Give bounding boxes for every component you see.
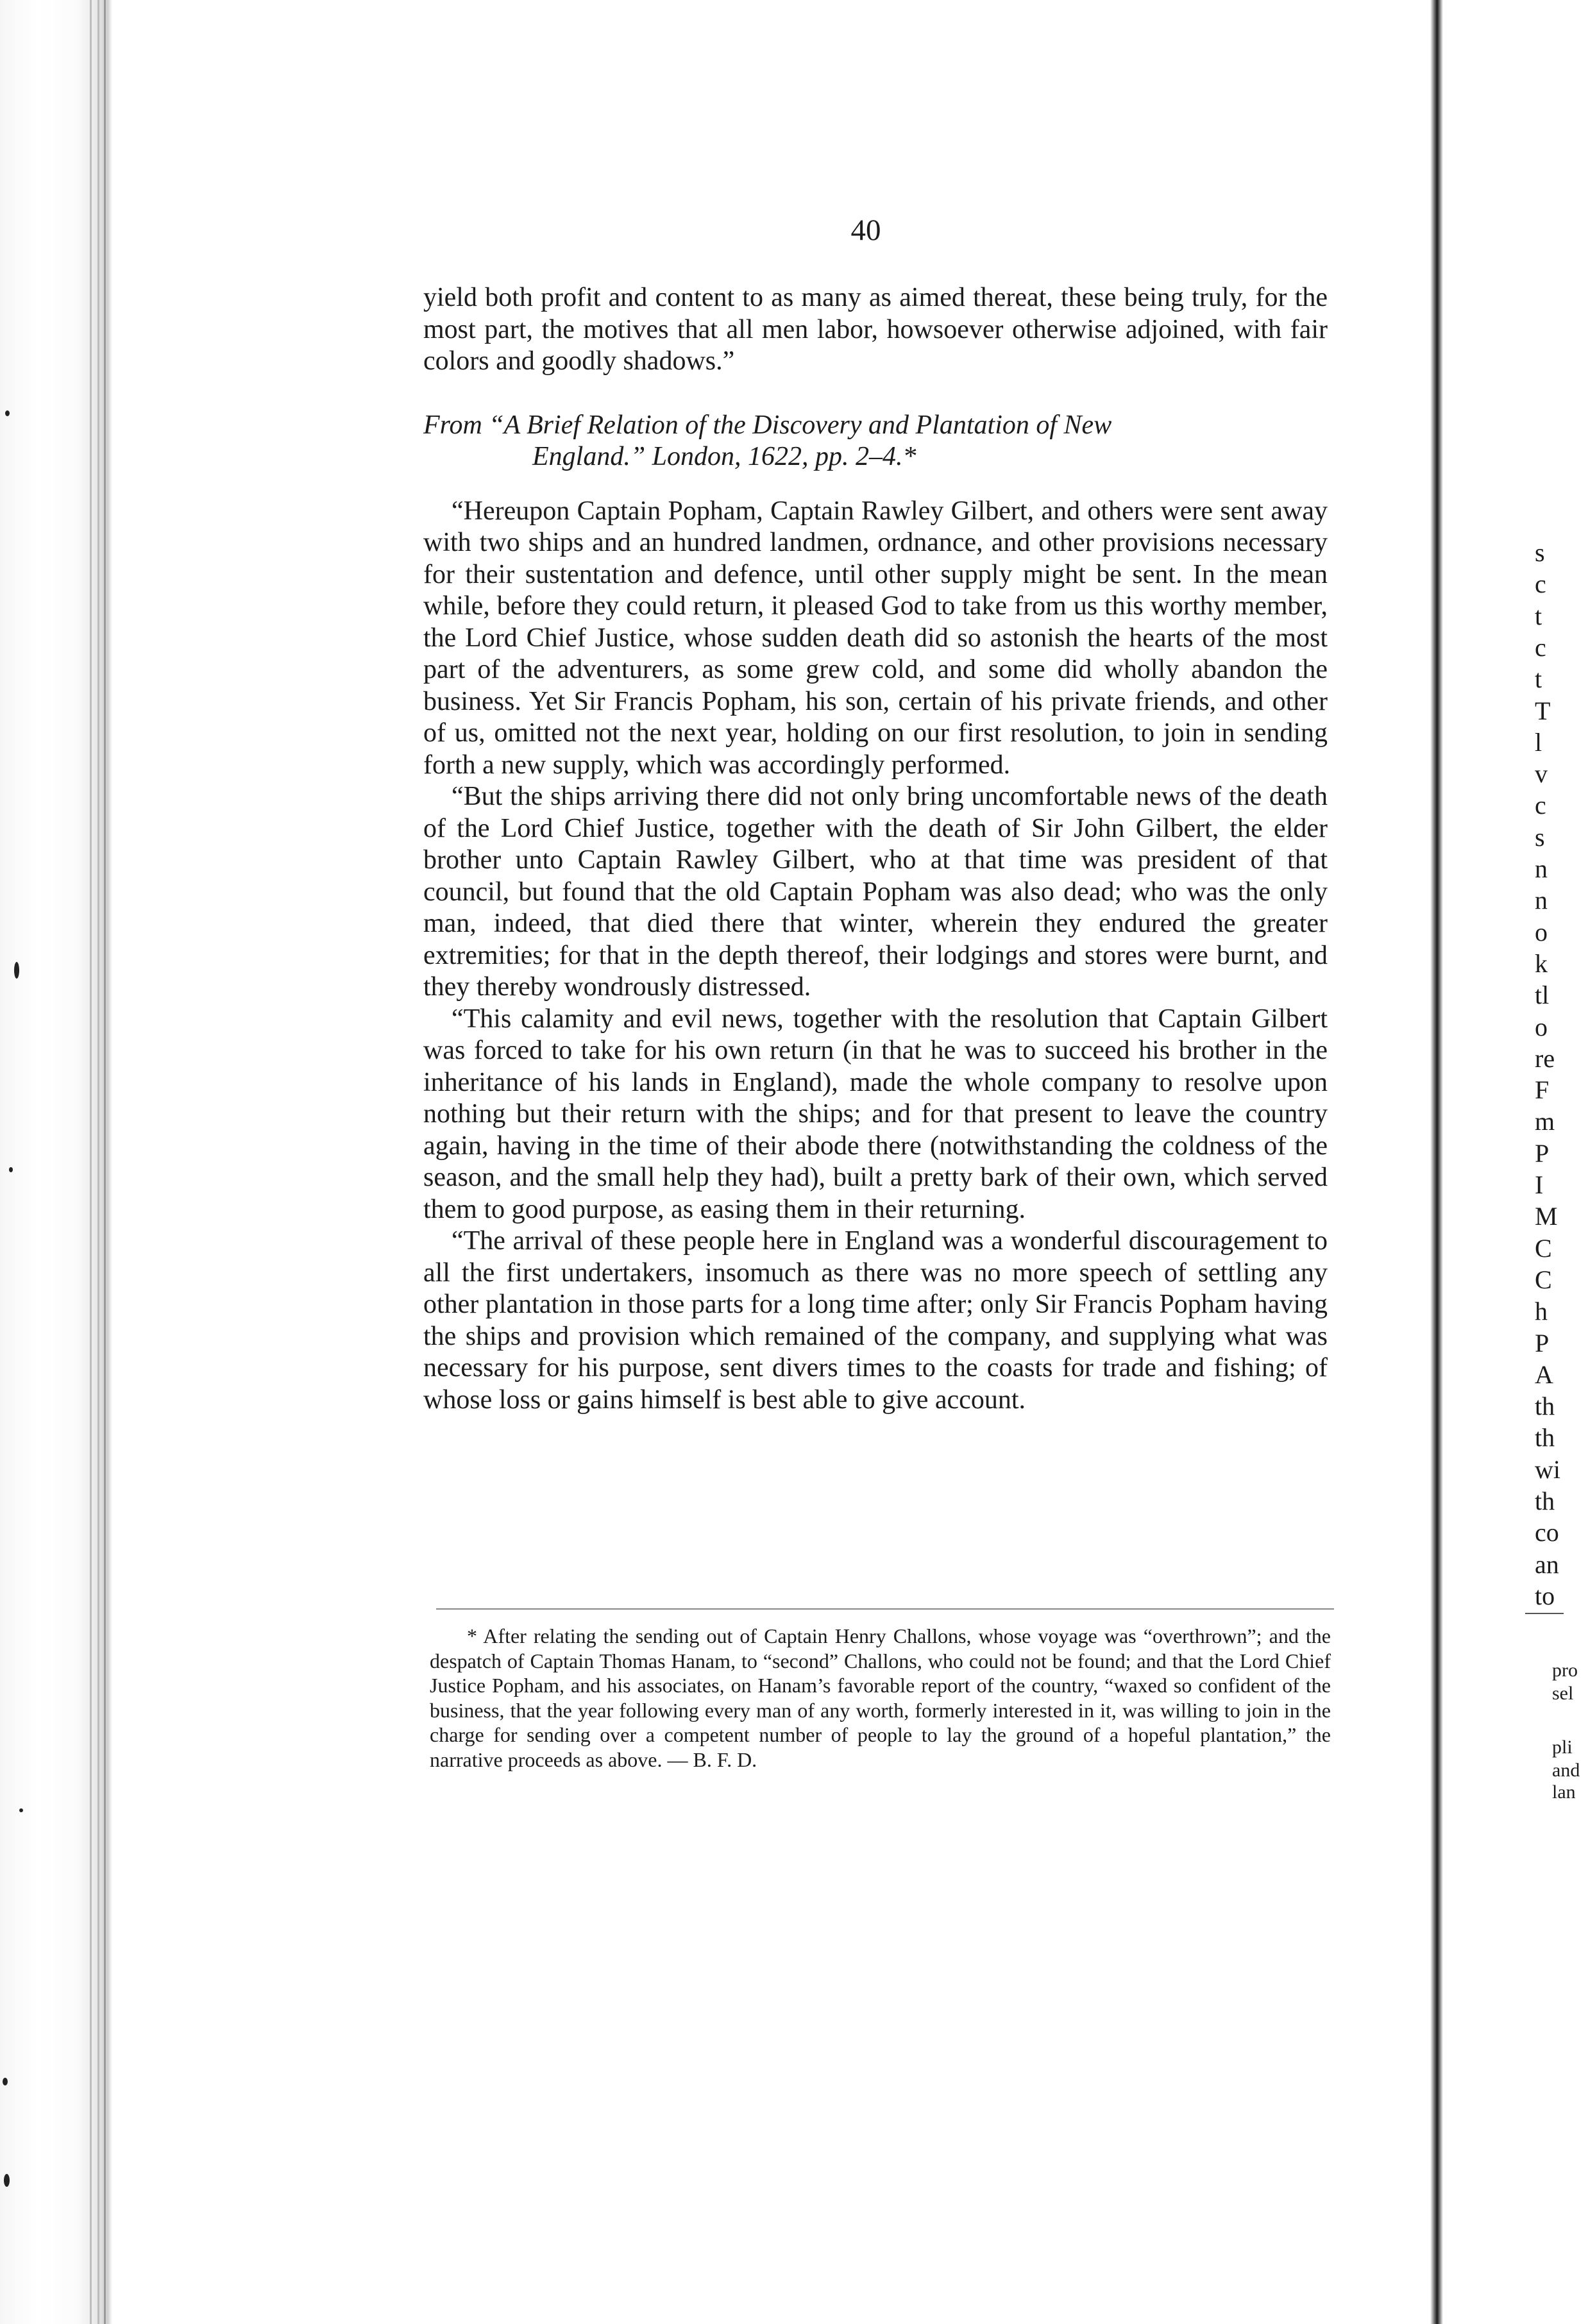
footnote: * After relating the sending out of Captain Henry Challons, whose voyage was “overthrown”; and the despatch of Captain Thomas Hanam, to “second” Challons, who could not be found; and that the Lord Chief Justice Popham, and his associates, on Hanam’s favorable report of the country, “waxed so confident of the business, that the year following every man of any worth, formerly interested in it, was willing to join in the charge for sending over a competent number of people to lay the ground of a hopeful plantation,” the narrative proceeds as above. — B. F. D. — [430, 1624, 1331, 1771]
book-gutter — [1430, 0, 1443, 2324]
facing-page-fragment: tl — [1535, 981, 1550, 1010]
facing-page-fragment: o — [1535, 1012, 1548, 1041]
facing-page-fragment: M — [1535, 1202, 1558, 1231]
facing-page-fragment: T — [1535, 696, 1551, 725]
facing-page-fragment: m — [1535, 1107, 1555, 1136]
paragraph: “Hereupon Captain Popham, Captain Rawley Gilbert, and others were sent away with two ships and an hundred landmen, ordnance, and other provisions necessary for their sustentation and defence, until other supply might be sent. In the mean while, before they could return, it pleased God to take from us this worthy member, the Lord Chief Justice, whose sudden death did so astonish the hearts of the most part of the adventurers, as some grew cold, and some did wholly abandon the business. Yet Sir Francis Popham, his son, certain of his private friends, and other of us, omitted not the next year, holding on our first resolution, to join in sending forth a new supply, which was accordingly performed. — [423, 496, 1328, 780]
facing-page-fragment: to — [1535, 1581, 1555, 1610]
page-edge-line — [97, 0, 99, 2324]
facing-page-fragment: wi — [1535, 1454, 1560, 1484]
facing-page-fragment: h — [1535, 1297, 1548, 1326]
scan-speck — [9, 1167, 13, 1172]
scan-speck — [3, 2078, 8, 2085]
facing-page-fragment: A — [1535, 1360, 1553, 1389]
footnote-divider — [436, 1608, 1334, 1610]
facing-page-fragment: t — [1535, 664, 1542, 694]
facing-page-fragment: c — [1535, 569, 1546, 599]
facing-page-footnote-fragment: lan — [1552, 1781, 1576, 1803]
facing-page-fragment: s — [1535, 822, 1545, 852]
facing-page-fragment: n — [1535, 854, 1548, 883]
facing-page-fragment: P — [1535, 1328, 1550, 1358]
scan-speck — [4, 2174, 10, 2187]
facing-page-fragment: C — [1535, 1233, 1552, 1263]
facing-page-footnote-fragment: pro — [1552, 1660, 1578, 1681]
facing-page-fragment: v — [1535, 759, 1548, 789]
facing-page-footnote-fragment: pli — [1552, 1737, 1573, 1758]
facing-page-fragment: l — [1535, 727, 1542, 757]
continued-quotation: yield both profit and content to as many as aimed thereat, these being truly, for the most part, the motives that all men labor, howsoever otherwise adjoined, with fair colors and goodly shadows.” — [423, 283, 1328, 376]
facing-page-fragment: t — [1535, 601, 1542, 630]
source-heading-line-2: England.” London, 1622, pp. 2–4.* — [532, 441, 916, 471]
page-body — [423, 282, 1328, 1416]
left-book-edge — [0, 0, 112, 2324]
facing-page-fragment: n — [1535, 886, 1548, 915]
scan-speck — [5, 410, 10, 416]
facing-page-fragment: I — [1535, 1170, 1544, 1199]
facing-page-edge — [1444, 0, 1588, 2324]
paragraph: “The arrival of these people here in England was a wonderful discouragement to all the first undertakers, insomuch as there was no more speech of settling any other plantation in those parts for a long time after; only Sir Francis Popham having the ships and provision which remained of the company, and supplying what was necessary for his purpose, sent divers times to the coasts for trade and fishing; of whose loss or gains himself is best able to give account. — [423, 1226, 1328, 1415]
scan-speck — [19, 1808, 23, 1812]
facing-page-fragment: c — [1535, 791, 1546, 820]
facing-page-fragment: th — [1535, 1423, 1555, 1453]
facing-page-fragment: re — [1535, 1043, 1555, 1073]
paragraph: “This calamity and evil news, together with the resolution that Captain Gilbert was forced to take for his own return (in that he was to succeed his brother in the inheritance of his lands in England), made the whole company to resolve upon nothing but their return with the ships; and for that present to leave the country again, having in the time of their abode there (notwithstanding the coldness of the season, and the small help they had), built a pretty bark of their own, which served them to good purpose, as easing them in their returning. — [423, 1004, 1328, 1224]
paragraph: “But the ships arriving there did not only bring uncomfortable news of the death of the Lord Chief Justice, together with the death of Sir John Gilbert, the elder brother unto Captain Rawley Gilbert, who at that time was president of that council, but found that the old Captain Popham was also dead; who was the only man, indeed, that died there that winter, wherein they endured the greater extremities; for that in the depth thereof, their lodgings and stores were burnt, and they thereby wondrously distressed. — [423, 782, 1328, 1002]
page-number: 40 — [850, 214, 881, 247]
facing-page-footnote-rule — [1525, 1613, 1564, 1614]
facing-page-fragment: th — [1535, 1392, 1555, 1421]
facing-page-fragment: an — [1535, 1549, 1559, 1579]
scan-speck — [14, 962, 19, 979]
page-edge-line — [104, 0, 106, 2324]
source-heading — [423, 410, 1328, 473]
facing-page-fragment: c — [1535, 632, 1546, 662]
facing-page-fragment: o — [1535, 917, 1548, 947]
facing-page-fragment: k — [1535, 948, 1548, 978]
facing-page-footnote-fragment: sel — [1552, 1683, 1574, 1704]
facing-page-fragment: F — [1535, 1075, 1550, 1105]
facing-page-fragment: co — [1535, 1518, 1559, 1547]
facing-page-fragment: P — [1535, 1138, 1550, 1168]
facing-page-fragment: th — [1535, 1486, 1555, 1515]
page-edge-line — [90, 0, 92, 2324]
source-heading-line-1: From “A Brief Relation of the Discovery and Plantation of New — [423, 410, 1112, 440]
facing-page-footnote-fragment: and — [1552, 1760, 1580, 1781]
facing-page-fragment: C — [1535, 1265, 1552, 1294]
facing-page-fragment: s — [1535, 538, 1545, 567]
